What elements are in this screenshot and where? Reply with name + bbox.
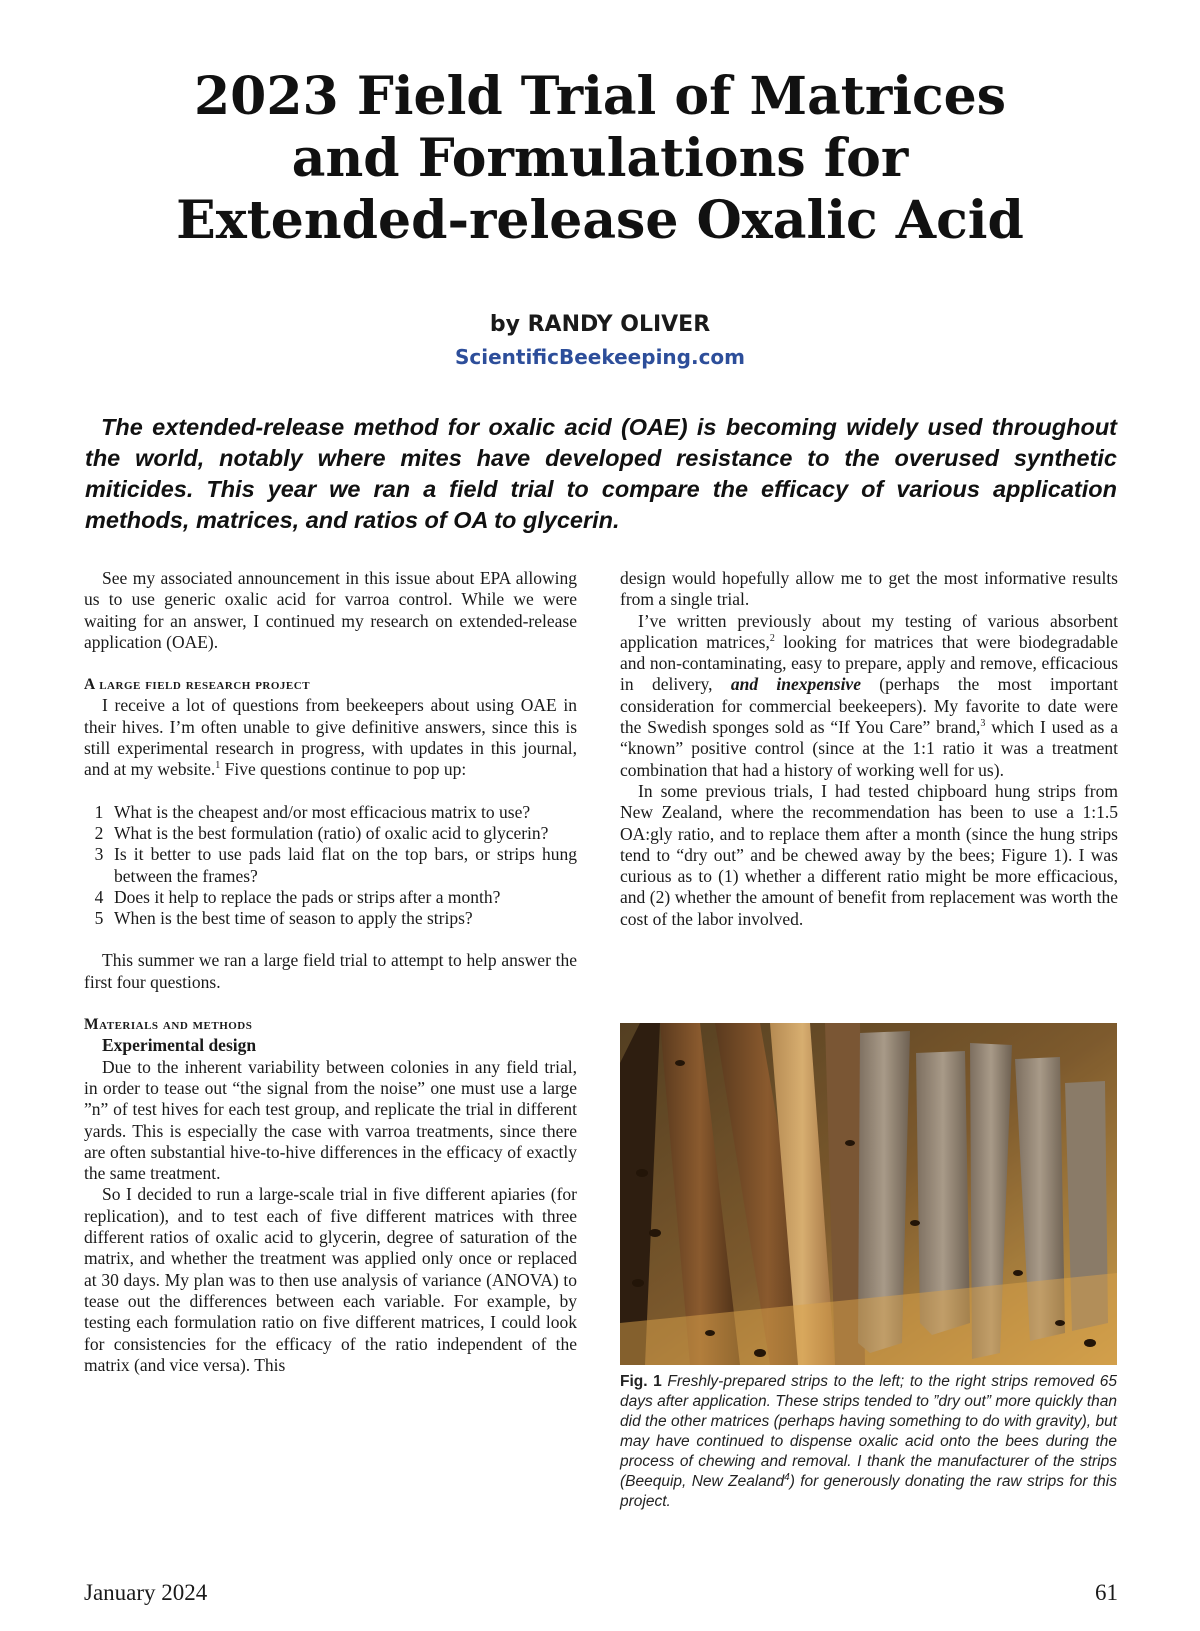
right-column <box>620 568 1118 930</box>
intro-paragraph: See my associated announcement in this issue about EPA allowing us to use generic oxalic acid for varroa control. While we were waiting for an answer, I continued my research on extended-release application (OAE). <box>84 568 577 652</box>
body-paragraph: Due to the inherent variability between colonies in any field trial, in order to tease out “the signal from the noise” one must use a large ”n” of test hives for each test group, and replicate the trial in different yards. This is especially the case with varroa treatments, since there are often substantial hive-to-hive differences in the efficacy of exactly the same treatment. <box>84 1056 577 1184</box>
list-item: 2 What is the best formulation (ratio) of oxalic acid to glycerin? <box>94 822 549 843</box>
author-website-link[interactable]: ScientificBeekeeping.com <box>454 345 746 369</box>
article-abstract: The extended-release method for oxalic acid (OAE) is becoming widely used throughout the world, notably where mites have developed resistance to the overused synthetic miticides. This year we ran a field trial to compare the efficacy of various application methods, matrices, and ratios of OA to glycerin. <box>85 414 1117 533</box>
body-paragraph: I’ve written previously about my testing of various absorbent application matrices,$^2$ looking for matrices that were biodegradable and non-contaminating, easy to prepare, apply and remove, efficacious in delivery, and inexpensive (perhaps the most important consideration for commercial beekeepers). My favorite to date were the Swedish sponges sold as “If You Care” brand,$^3$ which I used as a “known” positive control (since at the 1:1 ratio it was a treatment combination that had a history of working well for us). <box>620 610 1118 780</box>
body-paragraph: This summer we ran a large field trial to attempt to help answer the first four questions. <box>84 950 577 992</box>
body-paragraph: I receive a lot of questions from beekeepers about using OAE in their hives. I’m often unable to give definitive answers, since this is still experimental research in progress, with updates in this journal, and at my website.$^1$ Five questions continue to pop up: <box>84 695 577 780</box>
list-item: 1 What is the cheapest and/or most efficacious matrix to use? <box>94 801 531 822</box>
footnote-ref[interactable]: 1 <box>215 760 221 772</box>
body-paragraph: design would hopefully allow me to get the most informative results from a single trial. <box>620 568 1118 610</box>
section-heading: A large field research project <box>84 676 311 694</box>
body-paragraph: So I decided to run a large-scale trial in five different apiaries (for replication), and to test each of five different matrices with three different ratios of oxalic acid to glycerin, degree of saturation of the matrix, and whether the treatment was applied only once or replaced at 30 days. My plan was to then use analysis of variance (ANOVA) to tease out the differences between each variable. For example, by testing each formulation ratio on five different matrices, I could look for consistencies for the efficacy of the ratio independent of the matrix (and vice versa). This <box>84 1184 577 1375</box>
list-item: 5 When is the best time of season to apply the strips? <box>94 908 473 929</box>
left-column <box>84 568 577 1376</box>
figure-label: Fig. 1 <box>620 1373 662 1390</box>
section-heading: Materials and methods <box>84 1016 253 1034</box>
title-line: 2023 Field Trial of Matrices <box>193 66 1007 127</box>
list-item: 4 Does it help to replace the pads or strips after a month? <box>94 886 501 907</box>
questions-list <box>84 802 577 930</box>
title-line: Extended-release Oxalic Acid <box>176 190 1024 251</box>
article-title <box>60 66 1140 252</box>
figure-photo-strips <box>620 1023 1117 1365</box>
page-number: 61 <box>1095 1580 1118 1605</box>
list-item: 3 Is it better to use pads laid flat on the top bars, or strips hung between the frames? <box>94 844 577 886</box>
body-paragraph: In some previous trials, I had tested chipboard hung strips from New Zealand, where the recommendation has been to use a 1:1.5 OA:gly ratio, and to replace them after a month (since the hung strips tend to “dry out” and be chewed away by the bees; Figure 1). I was curious as to (1) whether a different ratio might be more efficacious, and (2) whether the amount of benefit from replacement was worth the cost of the labor involved. <box>620 780 1118 929</box>
issue-date: January 2024 <box>84 1580 208 1605</box>
figure-caption: Fig. 1 Freshly-prepared strips to the left; to the right strips removed 65 days after application. These strips tended to ”dry out” more quickly than did the other matrices (perhaps having something to do with gravity), but may have continued to dispense oxalic acid onto the bees during the process of chewing and removal. I thank the manufacturer of the strips (Beequip, New Zealand$^4$) for generously donating the raw strips for this project. <box>620 1373 1117 1510</box>
footnote-ref[interactable]: 4 <box>784 1471 790 1483</box>
subsection-heading: Experimental design <box>102 1035 257 1056</box>
footnote-ref[interactable]: 2 <box>769 633 775 645</box>
title-line: and Formulations for <box>291 128 909 189</box>
footnote-ref[interactable]: 3 <box>980 718 986 730</box>
author-byline: by RANDY OLIVER <box>489 312 711 337</box>
